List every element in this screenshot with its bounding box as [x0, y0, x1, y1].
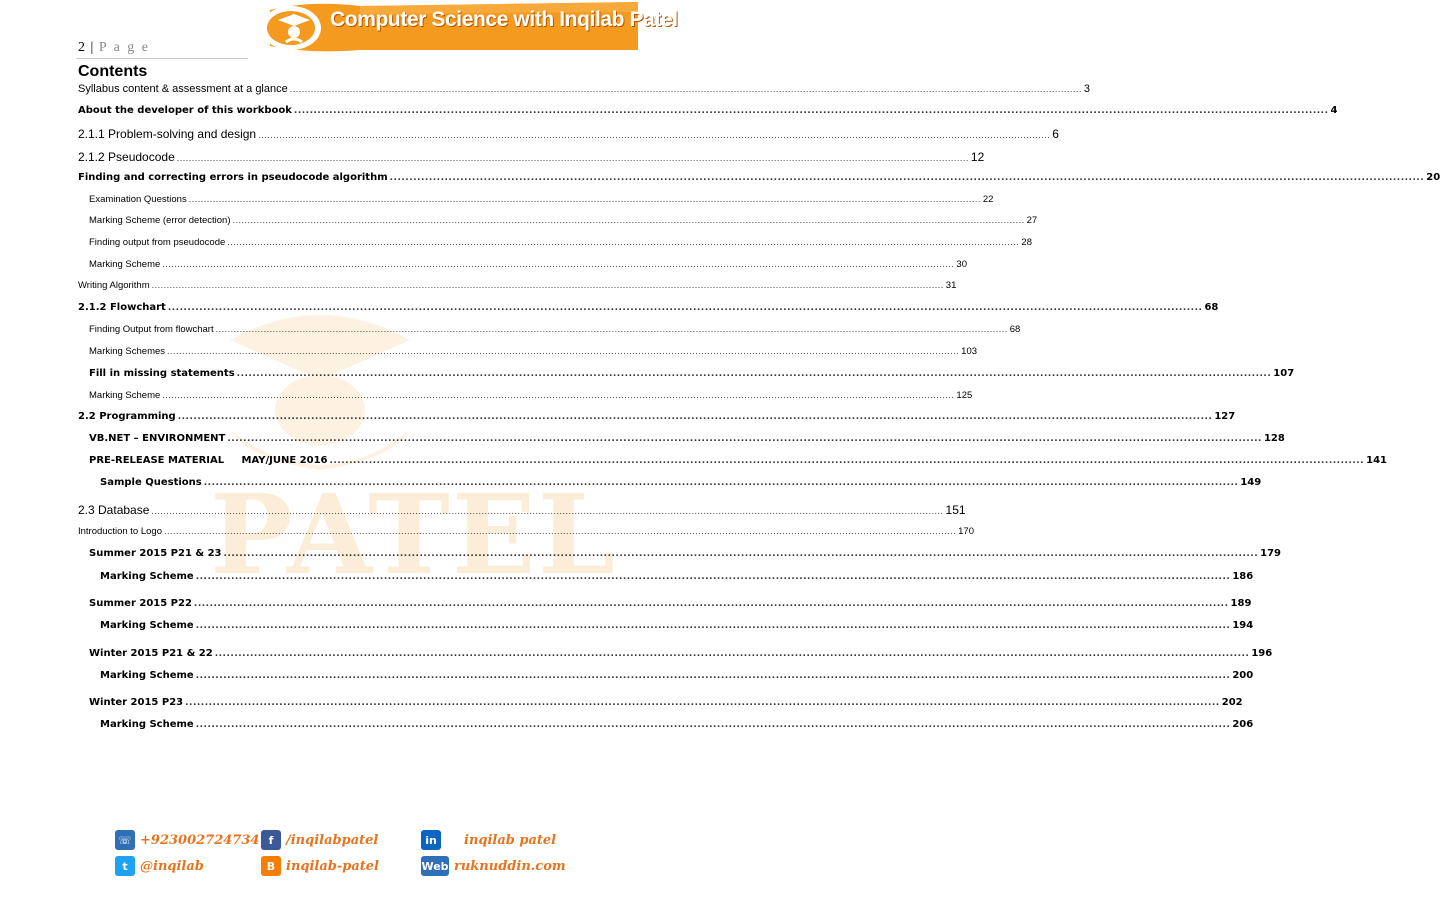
toc-entry[interactable]: Marking Scheme ..... 30 [78, 259, 584, 270]
toc-entry[interactable]: Syllabus content & assessment at a glance ..... 3 [78, 83, 584, 95]
leader-dots [168, 303, 1203, 313]
toc-entry[interactable]: Sample Questions ..... 149 [78, 477, 584, 488]
page-number-value: 2 [78, 40, 86, 55]
footer-contacts [115, 826, 595, 886]
toc-entry[interactable]: Marking Scheme ..... 200 [78, 670, 584, 681]
watermark-text: PATEL [210, 470, 618, 599]
leader-dots [194, 599, 1229, 609]
toc-entry[interactable]: Fill in missing statements ..... 107 [78, 368, 584, 379]
twitter-icon: t [115, 856, 135, 876]
toc-entry[interactable]: Examination Questions ..... 22 [78, 194, 584, 205]
footer-facebook[interactable]: f /inqilabpatel [261, 830, 378, 850]
leader-dots [178, 412, 1213, 422]
leader-dots [290, 84, 1082, 94]
contents-heading: Contents [78, 63, 148, 80]
toc-entry[interactable]: Finding and correcting errors in pseudocode algorithm ..... 20 [78, 172, 584, 183]
toc-entry[interactable]: Summer 2015 P21 & 23 ..... 179 [78, 548, 584, 559]
toc-entry[interactable]: Finding output from pseudocode ..... 28 [78, 237, 584, 248]
footer-twitter[interactable]: t @inqilab [115, 856, 204, 876]
leader-dots [224, 549, 1259, 559]
toc-entry[interactable]: 2.2 Programming ..... 127 [78, 411, 584, 422]
leader-dots [237, 369, 1272, 379]
toc-entry[interactable]: Marking Scheme (error detection) ..... 27 [78, 215, 584, 226]
toc-entry[interactable]: VB.NET – ENVIRONMENT ..... 128 [78, 433, 584, 444]
toc-entry[interactable]: About the developer of this workbook ..... 4 [78, 105, 584, 116]
header-rule [76, 58, 248, 59]
leader-dots [196, 572, 1231, 582]
toc-entry[interactable]: Winter 2015 P21 & 22 ..... 196 [78, 648, 584, 659]
toc-entry[interactable]: Marking Scheme ..... 125 [78, 390, 584, 401]
phone-icon: ☏ [115, 830, 135, 850]
leader-dots [215, 649, 1250, 659]
facebook-icon: f [261, 830, 281, 850]
leader-dots [294, 106, 1329, 116]
footer-phone[interactable]: ☏ +923002724734 [115, 830, 259, 850]
toc-entry[interactable]: Marking Schemes ..... 103 [78, 346, 584, 357]
leader-dots [189, 194, 981, 204]
toc-entry[interactable]: 2.1.2 Pseudocode ..... 12 [78, 150, 584, 164]
banner-title: Computer Science with Inqilab Patel [330, 8, 678, 31]
leader-dots [164, 526, 956, 536]
page-number-separator: | [90, 40, 95, 55]
leader-dots [204, 478, 1239, 488]
toc-entry[interactable]: 2.3 Database ..... 151 [78, 503, 584, 517]
leader-dots [162, 390, 954, 400]
leader-dots [233, 215, 1025, 225]
leader-dots [177, 153, 969, 163]
toc-entry[interactable]: 2.1.2 Flowchart ..... 68 [78, 302, 584, 313]
footer-web[interactable]: Web ruknuddin.com [421, 856, 566, 876]
toc-entry[interactable]: Winter 2015 P23 ..... 202 [78, 697, 584, 708]
toc-entry[interactable]: Marking Scheme ..... 194 [78, 620, 584, 631]
leader-dots [151, 506, 943, 516]
leader-dots [185, 698, 1220, 708]
graduate-logo-icon [256, 2, 326, 52]
toc-entry[interactable]: Introduction to Logo ..... 170 [78, 526, 584, 537]
brand-banner [250, 0, 678, 54]
leader-dots [227, 434, 1262, 444]
toc-entry[interactable]: Summer 2015 P22 ..... 189 [78, 598, 584, 609]
leader-dots [152, 280, 944, 290]
web-icon: Web [421, 856, 449, 876]
leader-dots [162, 259, 954, 269]
footer-linkedin[interactable]: in inqilab patel [421, 830, 556, 850]
blogger-icon: B [261, 856, 281, 876]
page-number [78, 40, 150, 56]
leader-dots [196, 671, 1231, 681]
leader-dots [227, 237, 1019, 247]
toc-entry[interactable]: 2.1.1 Problem-solving and design ..... 6 [78, 127, 584, 141]
toc-entry[interactable]: Writing Algorithm ..... 31 [78, 280, 584, 291]
toc-entry[interactable]: Finding Output from flowchart ..... 68 [78, 324, 584, 335]
leader-dots [196, 720, 1231, 730]
leader-dots [390, 173, 1425, 183]
footer-blogger[interactable]: B inqilab-patel [261, 856, 379, 876]
leader-dots [216, 324, 1008, 334]
leader-dots [167, 346, 959, 356]
leader-dots [196, 621, 1231, 631]
toc-entry[interactable]: Marking Scheme ..... 186 [78, 571, 584, 582]
leader-dots [258, 130, 1050, 140]
toc-entry[interactable]: PRE-RELEASE MATERIAL MAY/JUNE 2016 ..... 141 [78, 455, 584, 466]
leader-dots [330, 456, 1365, 466]
toc-entry[interactable]: Marking Scheme ..... 206 [78, 719, 584, 730]
page-word: P a g e [98, 40, 151, 55]
linkedin-icon: in [421, 830, 441, 850]
